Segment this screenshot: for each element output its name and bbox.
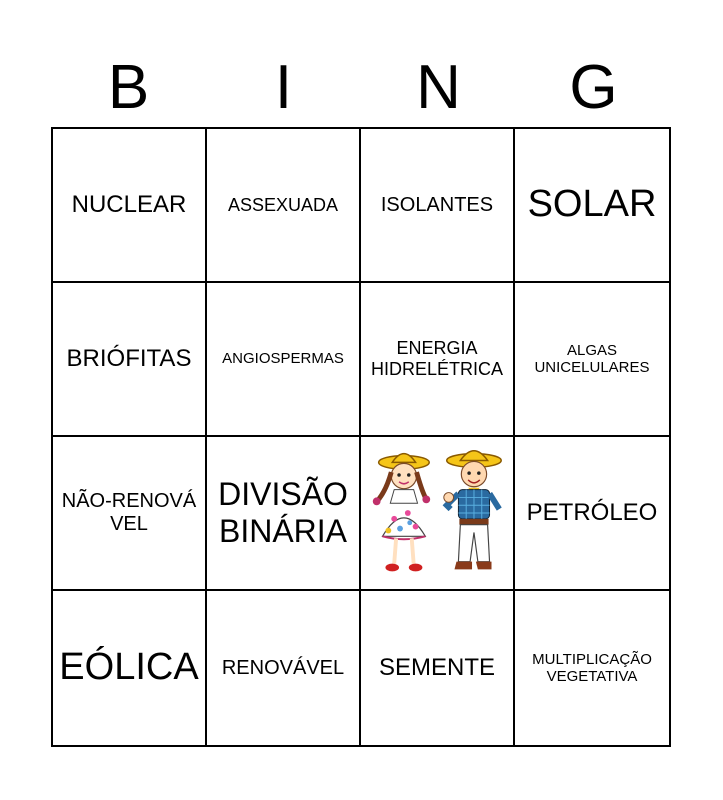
cell-text: NUCLEAR [71,191,187,219]
bingo-header [51,48,671,128]
header-letter-i: I [274,53,293,122]
bingo-cell[interactable] [207,591,361,745]
cell-text: ALGAS UNICELULARES [534,341,650,376]
cell-text: RENOVÁVEL [221,656,345,679]
cell-text: MULTIPLICAÇÃO VEGETATIVA [532,650,652,685]
cell-text: ASSEXUADA [227,194,339,215]
header-letter-n: N [416,53,461,122]
cell-text: ENERGIA HIDRELÉTRICA [370,338,504,379]
cell-text: EÓLICA [59,646,199,689]
bingo-cell[interactable] [53,283,207,437]
bingo-cell[interactable] [361,591,515,745]
cell-text: BRIÓFITAS [66,345,192,373]
bingo-cell[interactable] [361,129,515,283]
bingo-cell[interactable] [53,129,207,283]
bingo-cell[interactable] [515,283,669,437]
cell-text: SEMENTE [378,654,495,682]
bingo-cell[interactable] [361,283,515,437]
bingo-cell[interactable] [207,283,361,437]
header-letter-g: G [569,53,618,122]
festa-junina-children-icon [365,439,509,587]
bingo-cell[interactable] [515,591,669,745]
header-letter-b: B [107,53,150,122]
bingo-cell[interactable] [207,437,361,591]
cell-text: PETRÓLEO [526,499,658,527]
bingo-card [51,127,671,747]
cell-text: SOLAR [527,183,657,226]
bingo-cell[interactable] [207,129,361,283]
cell-text: DIVISÃO BINÁRIA [218,476,348,549]
cell-text: ANGIOSPERMAS [222,350,344,368]
bingo-cell[interactable] [53,437,207,591]
free-space-cell[interactable] [361,437,515,591]
cell-text: ISOLANTES [380,193,494,216]
cell-text: NÃO-RENOVÁVEL [61,490,197,535]
bingo-cell[interactable] [515,129,669,283]
bingo-cell[interactable] [515,437,669,591]
bingo-cell[interactable] [53,591,207,745]
